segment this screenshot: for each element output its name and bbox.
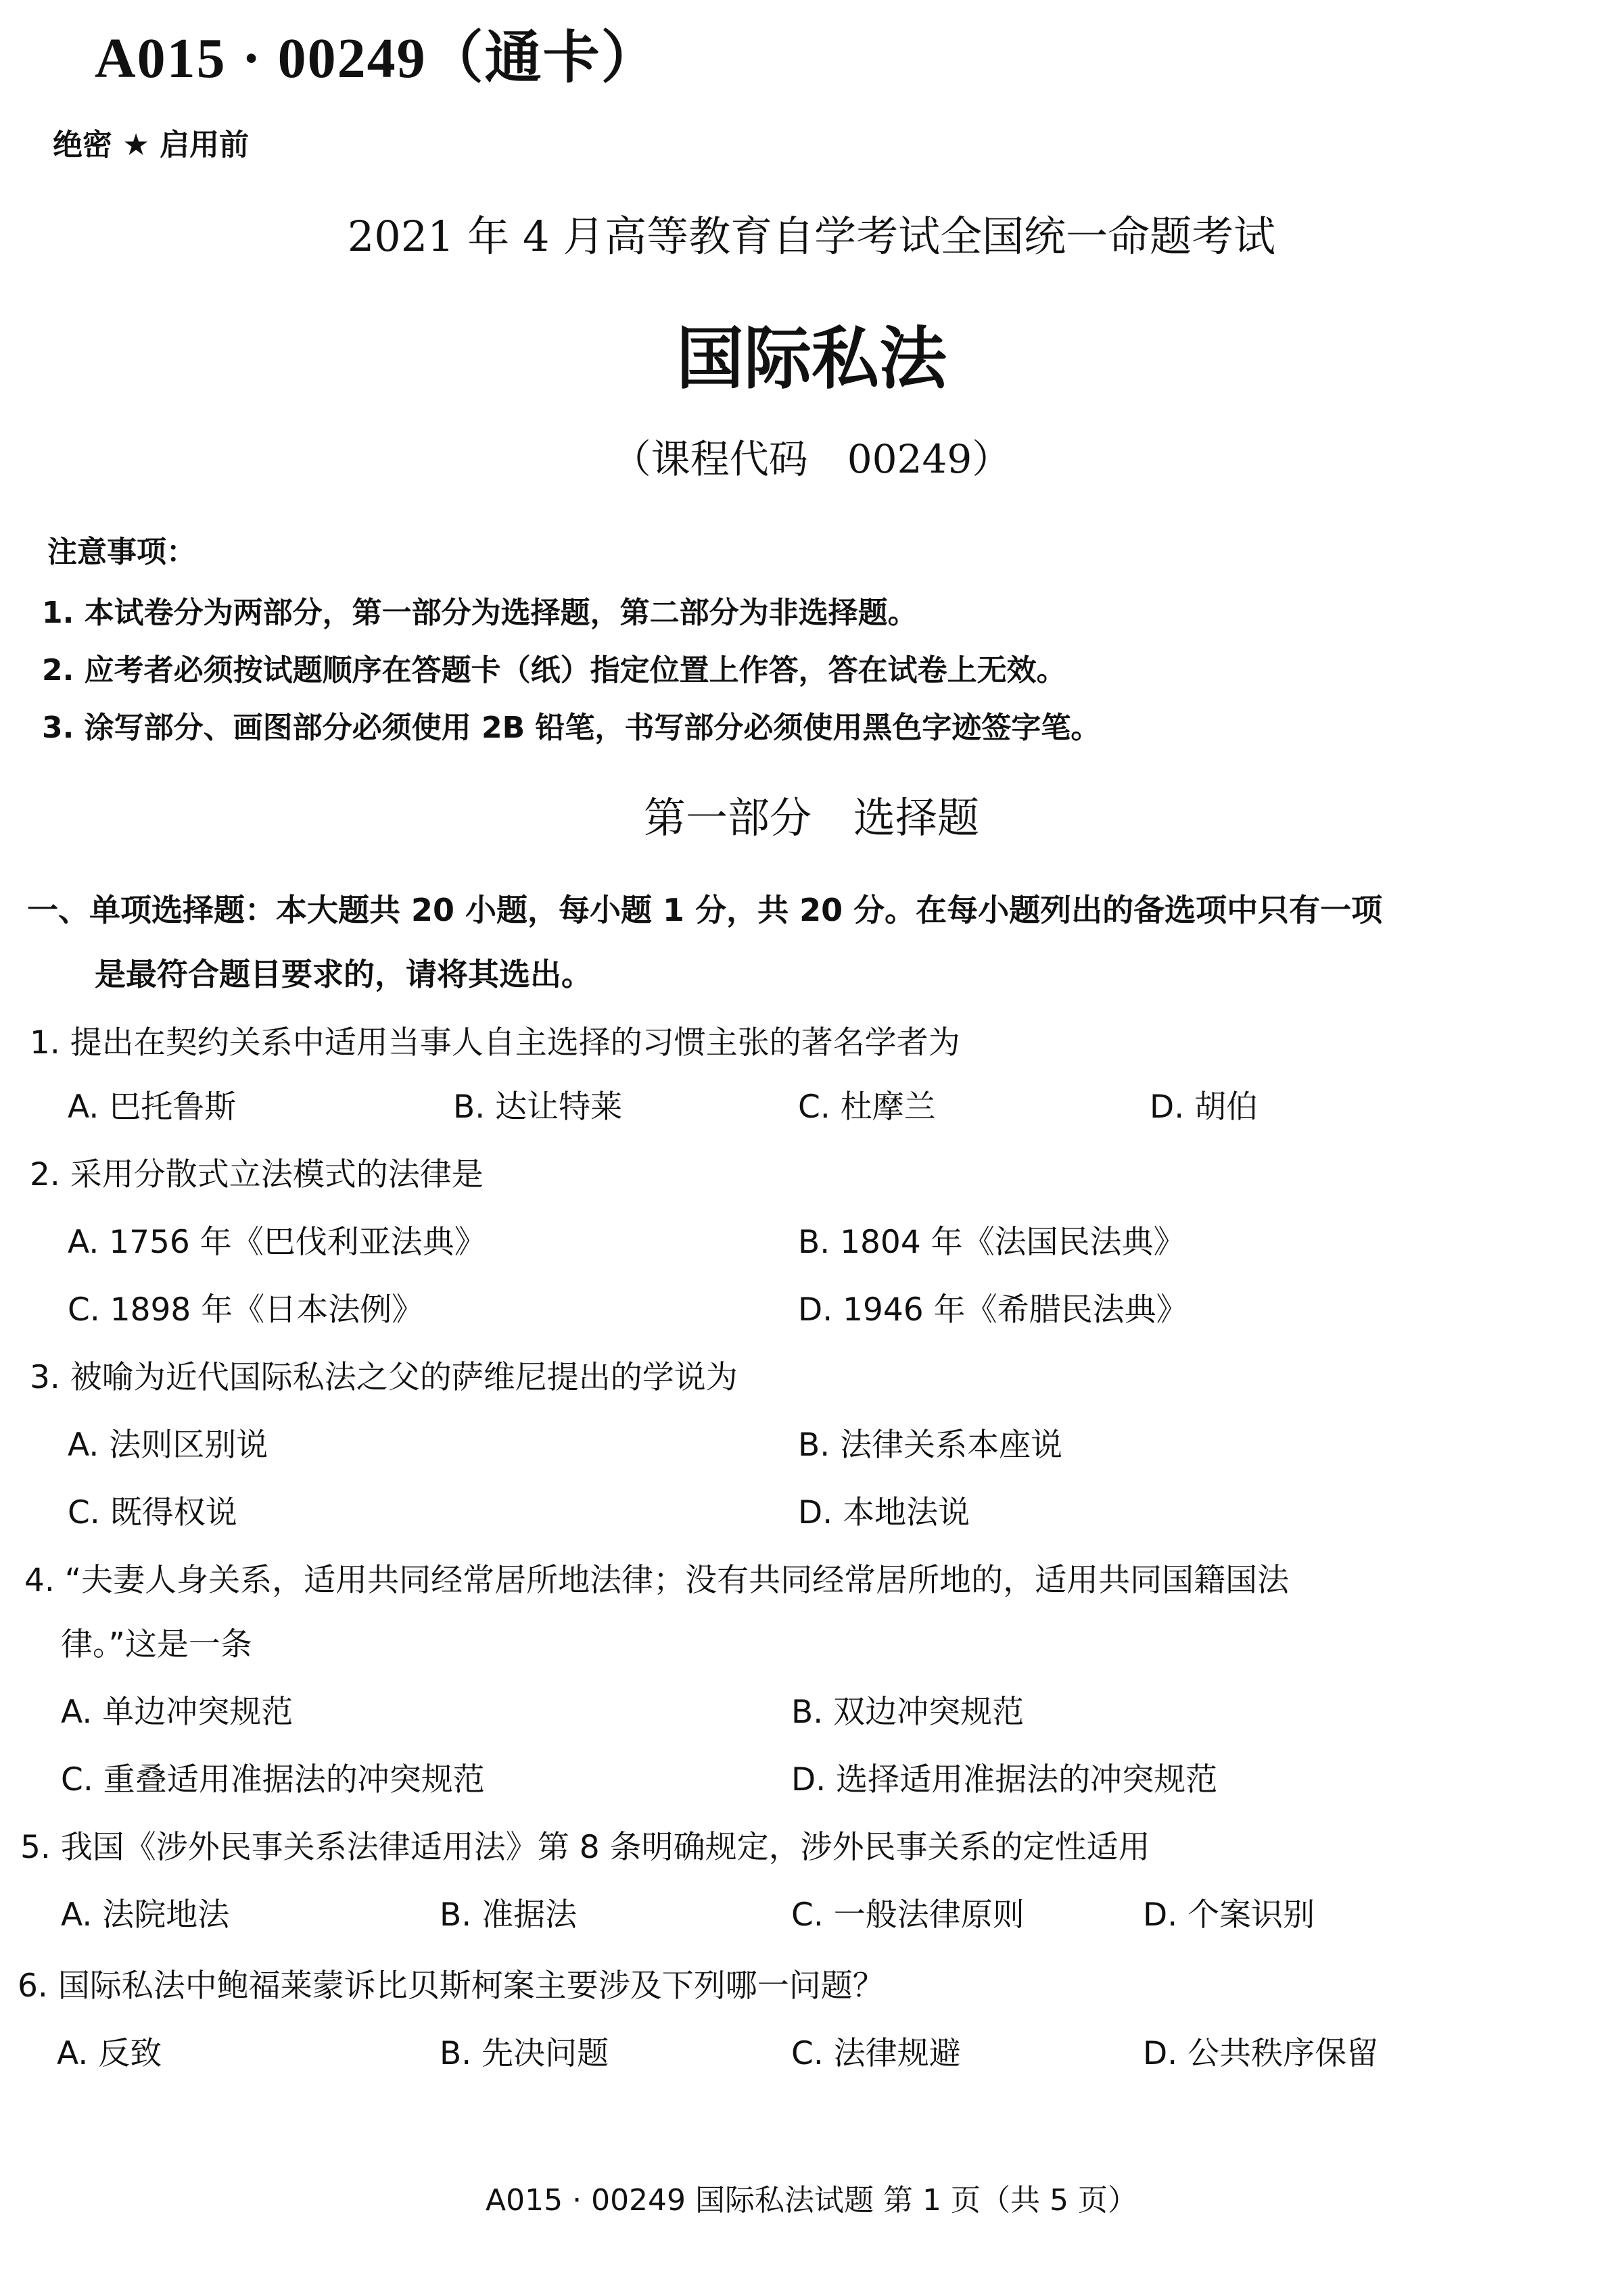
q5-option-b: B. 准据法 <box>440 1896 578 1934</box>
q6-option-a: A. 反致 <box>57 2035 162 2072</box>
exam-title: 2021 年 4 月高等教育自学考试全国统一命题考试 <box>347 212 1276 261</box>
q4-option-a: A. 单边冲突规范 <box>61 1694 293 1731</box>
question-1-stem: 1. 提出在契约关系中适用当事人自主选择的习惯主张的著名学者为 <box>30 1024 960 1061</box>
q4-option-c: C. 重叠适用准据法的冲突规范 <box>61 1761 485 1798</box>
q5-option-a: A. 法院地法 <box>61 1896 230 1934</box>
q1-option-d: D. 胡伯 <box>1150 1089 1259 1126</box>
note-item: 2. 应考者必须按试题顺序在答题卡（纸）指定位置上作答，答在试卷上无效。 <box>42 653 1066 688</box>
question-4-stem-cont: 律。”这是一条 <box>61 1626 252 1663</box>
page-footer: A015 · 00249 国际私法试题 第 1 页（共 5 页） <box>486 2183 1137 2218</box>
q6-option-d: D. 公共秩序保留 <box>1143 2035 1379 2072</box>
part-one-title: 第一部分 选择题 <box>643 793 979 842</box>
q1-option-b: B. 达让特莱 <box>453 1089 623 1126</box>
q3-option-d: D. 本地法说 <box>798 1494 970 1531</box>
q5-option-c: C. 一般法律原则 <box>791 1896 1025 1934</box>
question-2-stem: 2. 采用分散式立法模式的法律是 <box>30 1156 484 1193</box>
subject-title: 国际私法 <box>676 318 947 398</box>
q6-option-b: B. 先决问题 <box>440 2035 609 2072</box>
q2-option-b: B. 1804 年《法国民法典》 <box>798 1224 1185 1261</box>
confidential-label: 绝密 ★ 启用前 <box>53 128 250 162</box>
question-5-stem: 5. 我国《涉外民事关系法律适用法》第 8 条明确规定，涉外民事关系的定性适用 <box>20 1829 1150 1866</box>
section-instructions-cont: 是最符合题目要求的，请将其选出。 <box>95 956 592 992</box>
course-code: （课程代码 00249） <box>611 436 1012 482</box>
notes-title: 注意事项： <box>47 535 196 569</box>
q3-option-c: C. 既得权说 <box>68 1494 237 1531</box>
question-6-stem: 6. 国际私法中鲍福莱蒙诉比贝斯柯案主要涉及下列哪一问题？ <box>18 1967 885 2005</box>
q2-option-d: D. 1946 年《希腊民法典》 <box>798 1291 1188 1329</box>
section-instructions: 一、单项选择题：本大题共 20 小题，每小题 1 分，共 20 分。在每小题列出的备选项中只有一项 <box>27 892 1383 928</box>
q5-option-d: D. 个案识别 <box>1143 1896 1315 1934</box>
q1-option-a: A. 巴托鲁斯 <box>68 1089 237 1126</box>
note-item: 1. 本试卷分为两部分，第一部分为选择题，第二部分为非选择题。 <box>42 596 918 630</box>
q2-option-a: A. 1756 年《巴伐利亚法典》 <box>68 1224 486 1261</box>
paper-code-title: A015 · 00249（通卡） <box>95 27 659 90</box>
q6-option-c: C. 法律规避 <box>791 2035 961 2072</box>
note-item: 3. 涂写部分、画图部分必须使用 2B 铅笔，书写部分必须使用黑色字迹签字笔。 <box>42 711 1101 745</box>
q3-option-a: A. 法则区别说 <box>68 1427 268 1464</box>
q1-option-c: C. 杜摩兰 <box>798 1089 936 1126</box>
q4-option-d: D. 选择适用准据法的冲突规范 <box>791 1761 1218 1798</box>
question-4-stem: 4. “夫妻人身关系，适用共同经常居所地法律；没有共同经常居所地的，适用共同国籍国法 <box>24 1562 1290 1599</box>
q3-option-b: B. 法律关系本座说 <box>798 1427 1063 1464</box>
q2-option-c: C. 1898 年《日本法例》 <box>68 1291 424 1329</box>
q4-option-b: B. 双边冲突规范 <box>791 1694 1025 1731</box>
question-3-stem: 3. 被喻为近代国际私法之父的萨维尼提出的学说为 <box>30 1359 738 1396</box>
